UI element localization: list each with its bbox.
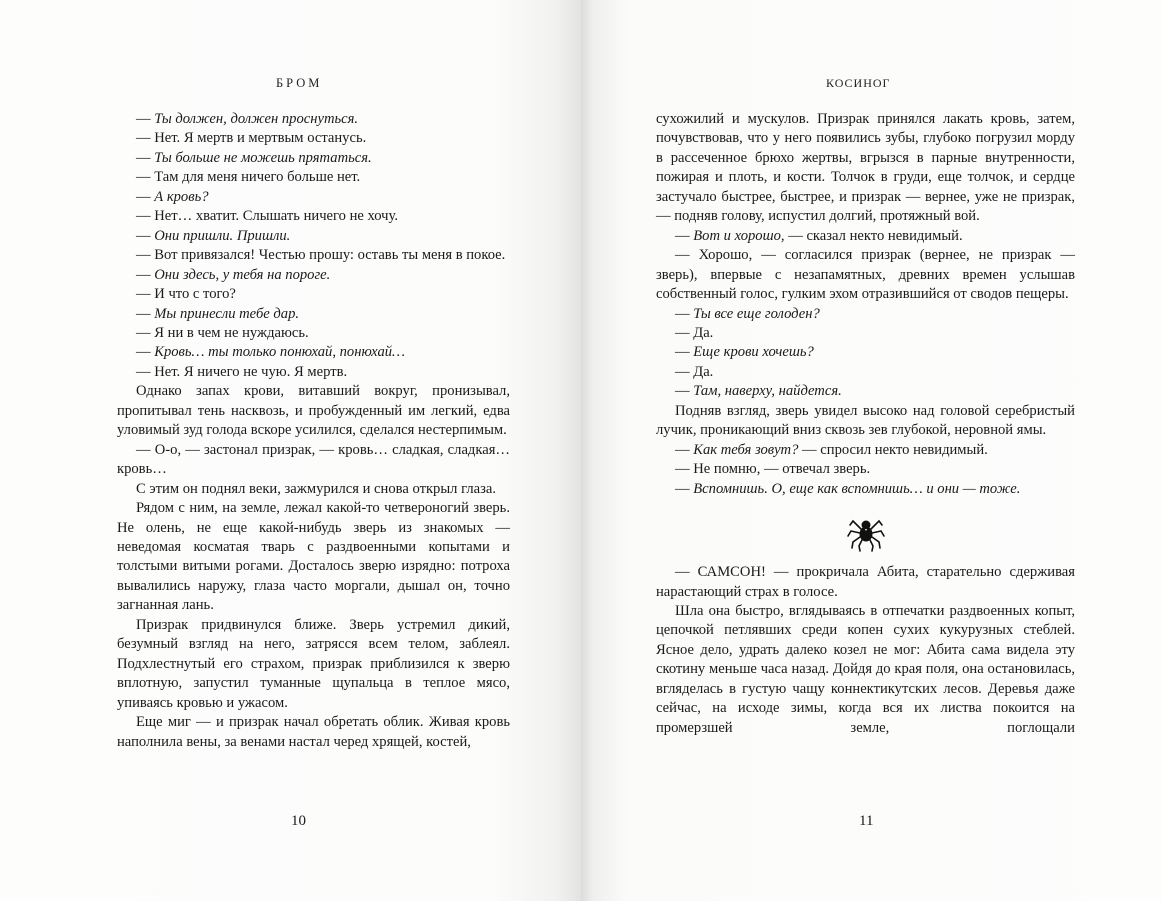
page-number-left: 10: [291, 813, 306, 829]
paragraph-text: Нет… хватит. Слышать ничего не хочу.: [154, 208, 399, 225]
dialogue-dash: —: [136, 188, 155, 205]
paragraph-text: А кровь?: [154, 188, 209, 205]
paragraph-text: С этим он поднял веки, зажмурился и снова открыл глаза.: [136, 480, 496, 497]
paragraph-text: Они здесь, у тебя на пороге.: [154, 266, 331, 283]
paragraph-text: Ты должен, должен проснуться.: [154, 111, 359, 127]
paragraph: [117, 110, 510, 129]
paragraph: [117, 266, 510, 285]
paragraph-text: Как тебя зовут?: [693, 441, 799, 458]
paragraph: [656, 227, 1075, 246]
running-head-title: КОСИНОГ: [826, 76, 891, 90]
paragraph-text: Там для меня ничего больше нет.: [154, 169, 361, 186]
paragraph: [117, 246, 510, 265]
dialogue-dash: —: [675, 383, 694, 400]
paragraph-text: Подняв взгляд, зверь увидел высоко над головой серебристый лучик, проникающий вниз сквозь зев глубокой, неровной ямы.: [656, 402, 1075, 439]
paragraph-text: Там, наверху, найдется.: [693, 383, 842, 400]
spider-ornament-icon: [846, 513, 886, 553]
left-page-text: [117, 110, 510, 752]
paragraph: [656, 382, 1075, 401]
paragraph: [117, 343, 510, 362]
right-page-text-after: [656, 563, 1075, 738]
paragraph: [117, 207, 510, 226]
paragraph: [656, 480, 1075, 499]
dialogue-dash: —: [136, 169, 155, 186]
paragraph: [656, 602, 1075, 738]
paragraph: [656, 110, 1075, 227]
right-page-text-before: [656, 110, 1075, 499]
paragraph-text: сухожилий и мускулов. Призрак принялся лакать кровь, затем, почувствовав, что у него появились зубы, глубоко погрузил морду в рассеченное брюхо жертвы, вгрызся в парные внутренности, пожирая и плоть, и кости. Толчок в груди, еще толчок, и сердце застучало быстрее, быстрее, и призрак — вернее, уже не призрак, — подняв голову, испустил долгий, протяжный вой.: [656, 111, 1075, 225]
paragraph-text: Нет. Я мертв и мертвым останусь.: [154, 130, 367, 147]
dialogue-dash: —: [675, 461, 694, 478]
paragraph: [656, 343, 1075, 362]
dialogue-dash: —: [136, 227, 155, 244]
paragraph: [656, 305, 1075, 324]
paragraph-text: Еще крови хочешь?: [693, 344, 814, 361]
paragraph-text: Кровь… ты только понюхай, понюхай…: [154, 344, 406, 361]
paragraph: [656, 246, 1075, 304]
paragraph: [117, 168, 510, 187]
paragraph-tail: — сказал некто невидимый.: [784, 227, 963, 244]
paragraph: [117, 441, 510, 480]
paragraph: [117, 285, 510, 304]
dialogue-dash: —: [136, 130, 155, 147]
paragraph: [117, 616, 510, 713]
paragraph: [117, 480, 510, 499]
dialogue-dash: —: [136, 286, 155, 303]
dialogue-dash: —: [136, 247, 155, 264]
paragraph-text: — О-о, — застонал призрак, — кровь… сладкая, сладкая… кровь…: [117, 441, 510, 478]
paragraph: [117, 713, 510, 752]
paragraph-text: И что с того?: [154, 286, 236, 303]
dialogue-dash: —: [136, 149, 155, 166]
dialogue-dash: —: [675, 227, 694, 244]
dialogue-dash: —: [136, 208, 155, 225]
dialogue-dash: —: [675, 441, 694, 458]
paragraph-text: Призрак придвинулся ближе. Зверь устремил дикий, безумный взгляд на него, затрясся всем телом, заблеял. Подхлестнутый его страхом, призрак приблизился к зверю вплотную, запустил туманные щупальца в теплое мясо, упиваясь кровью и ужасом.: [117, 616, 510, 711]
dialogue-dash: —: [136, 363, 155, 380]
paragraph: [656, 460, 1075, 479]
paragraph: [117, 382, 510, 440]
right-page-text: [656, 110, 1075, 738]
paragraph-text: — САМСОН! — прокричала Абита, старательно сдерживая нарастающий страх в голосе.: [656, 564, 1075, 600]
dialogue-dash: —: [136, 344, 155, 361]
paragraph: [656, 363, 1075, 382]
paragraph-text: Еще миг — и призрак начал обретать облик. Живая кровь наполнила вены, за венами настал черед хрящей, костей,: [117, 714, 510, 750]
paragraph-text: Да.: [693, 363, 714, 380]
paragraph-text: Да.: [693, 324, 714, 341]
paragraph: [656, 441, 1075, 460]
paragraph-text: — Хорошо, — согласился призрак (вернее, не призрак — зверь), впервые с незапамятных, древних времен услышав собственный голос, гулким эхом отразившийся от сводов пещеры.: [656, 247, 1075, 303]
paragraph-tail: — спросил некто невидимый.: [798, 441, 988, 458]
paragraph-text: Однако запах крови, витавший вокруг, пронизывал, пропитывал тень насквозь, и пробужденный им легкий, едва уловимый зуд голода вскоре усилился, сделался нестерпимым.: [117, 383, 510, 439]
dialogue-dash: —: [675, 480, 694, 497]
dialogue-dash: —: [675, 363, 694, 380]
paragraph: [117, 129, 510, 148]
dialogue-dash: —: [675, 324, 694, 341]
dialogue-dash: —: [136, 266, 155, 283]
paragraph: [656, 324, 1075, 343]
dialogue-dash: —: [136, 305, 155, 322]
page-number-right: 11: [859, 813, 874, 829]
paragraph-text: Ты все еще голоден?: [693, 305, 820, 322]
dialogue-dash: —: [136, 111, 155, 127]
paragraph-text: Ты больше не можешь прятаться.: [154, 149, 372, 166]
paragraph: [117, 363, 510, 382]
paragraph-text: Они пришли. Пришли.: [154, 227, 291, 244]
paragraph-text: Не помню, — отвечал зверь.: [693, 461, 871, 478]
paragraph: [117, 227, 510, 246]
running-head-author: БРОМ: [276, 76, 323, 90]
paragraph-text: Нет. Я ничего не чую. Я мертв.: [154, 363, 348, 380]
paragraph: [117, 188, 510, 207]
paragraph: [117, 149, 510, 168]
paragraph-text: Я ни в чем не нуждаюсь.: [154, 324, 309, 341]
right-page: [581, 0, 1162, 901]
dialogue-dash: —: [136, 324, 155, 341]
paragraph-text: Шла она быстро, вглядываясь в отпечатки раздвоенных копыт, цепочкой петлявших среди копен сухих кукурузных стеблей. Ясное дело, удрать далеко козел не мог: Абита сама видела эту скотину меньше часа назад. Дойдя до края поля, она остановилась, вгляделась в густую чащу коннектикутских лесов. Деревья даже сейчас, на исходе зимы, когда вся их листва покоится на промерзшей земле, поглощали: [656, 602, 1075, 736]
paragraph: [656, 402, 1075, 441]
dialogue-dash: —: [675, 344, 694, 361]
paragraph-text: Вот привязался! Честью прошу: оставь ты меня в покое.: [154, 247, 506, 264]
paragraph-text: Вот и хорошо,: [693, 227, 785, 244]
paragraph: [656, 563, 1075, 602]
paragraph-text: Вспомнишь. О, еще как вспомнишь… и они — тоже.: [693, 480, 1021, 497]
paragraph: [117, 324, 510, 343]
paragraph: [117, 305, 510, 324]
paragraph-text: Мы принесли тебе дар.: [154, 305, 300, 322]
paragraph-text: Рядом с ним, на земле, лежал какой-то четвероногий зверь. Не олень, не еще какой-нибудь зверь из знакомых — неведомая косматая тварь с раздвоенными копытами и толстыми витыми рогами. Досталось зверю изрядно: потроха вывалились наружу, глаза часто моргали, дышал он, точно загнанная лань.: [117, 500, 510, 614]
paragraph: [117, 499, 510, 616]
dialogue-dash: —: [675, 305, 694, 322]
